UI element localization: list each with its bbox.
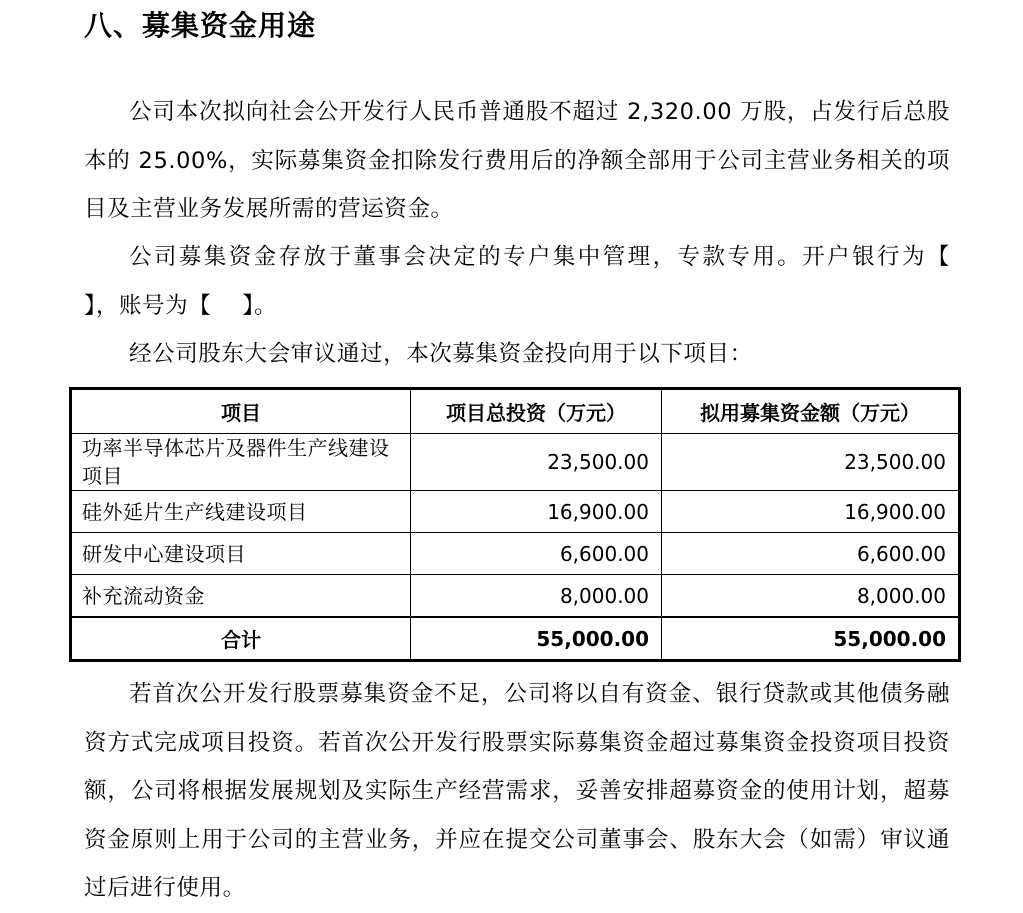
project-raised-amount: 16,900.00 xyxy=(662,491,960,533)
paragraph-approval: 经公司股东大会审议通过，本次募集资金投向用于以下项目： xyxy=(129,341,753,367)
section-heading: 八、募集资金用途 xyxy=(84,9,317,42)
project-name: 硅外延片生产线建设项目 xyxy=(71,491,411,533)
total-raised-amount: 55,000.00 xyxy=(662,617,960,661)
project-name: 功率半导体芯片及器件生产线建设项目 xyxy=(71,434,411,491)
table-header-row xyxy=(71,389,960,434)
project-name: 研发中心建设项目 xyxy=(71,533,411,575)
project-raised-amount: 23,500.00 xyxy=(662,434,960,491)
table-row xyxy=(71,491,960,533)
project-name: 补充流动资金 xyxy=(71,575,411,618)
project-total-investment: 8,000.00 xyxy=(411,575,662,618)
paragraph-custody: 公司募集资金存放于董事会决定的专户集中管理，专款专用。开户银行为【 】，账号为【 】。 xyxy=(84,244,981,319)
total-investment: 55,000.00 xyxy=(411,617,662,661)
table-row xyxy=(71,434,960,491)
project-raised-amount: 6,600.00 xyxy=(662,533,960,575)
header-project: 项目 xyxy=(71,389,411,434)
table-row xyxy=(71,575,960,618)
project-total-investment: 6,600.00 xyxy=(411,533,662,575)
fund-use-table xyxy=(69,387,961,662)
paragraph-offering: 公司本次拟向社会公开发行人民币普通股不超过 2,320.00 万股，占发行后总股本的 25.00%，实际募集资金扣除发行费用后的净额全部用于公司主营业务相关的项目及主营业务发展所需的营运资金。 xyxy=(84,99,950,222)
table-total-row xyxy=(71,617,960,661)
table-row xyxy=(71,533,960,575)
paragraph-shortfall-surplus: 若首次公开发行股票募集资金不足，公司将以自有资金、银行贷款或其他债务融资方式完成项目投资。若首次公开发行股票实际募集资金超过募集资金投资项目投资额，公司将根据发展规划及实际生产经营需求，妥善安排超募资金的使用计划，超募资金原则上用于公司的主营业务，并应在提交公司董事会、股东大会（如需）审议通过后进行使用。 xyxy=(84,681,950,901)
project-raised-amount: 8,000.00 xyxy=(662,575,960,618)
project-total-investment: 16,900.00 xyxy=(411,491,662,533)
header-total-investment: 项目总投资（万元） xyxy=(411,389,662,434)
project-total-investment: 23,500.00 xyxy=(411,434,662,491)
header-raised-amount: 拟用募集资金额（万元） xyxy=(662,389,960,434)
total-label: 合计 xyxy=(71,617,411,661)
